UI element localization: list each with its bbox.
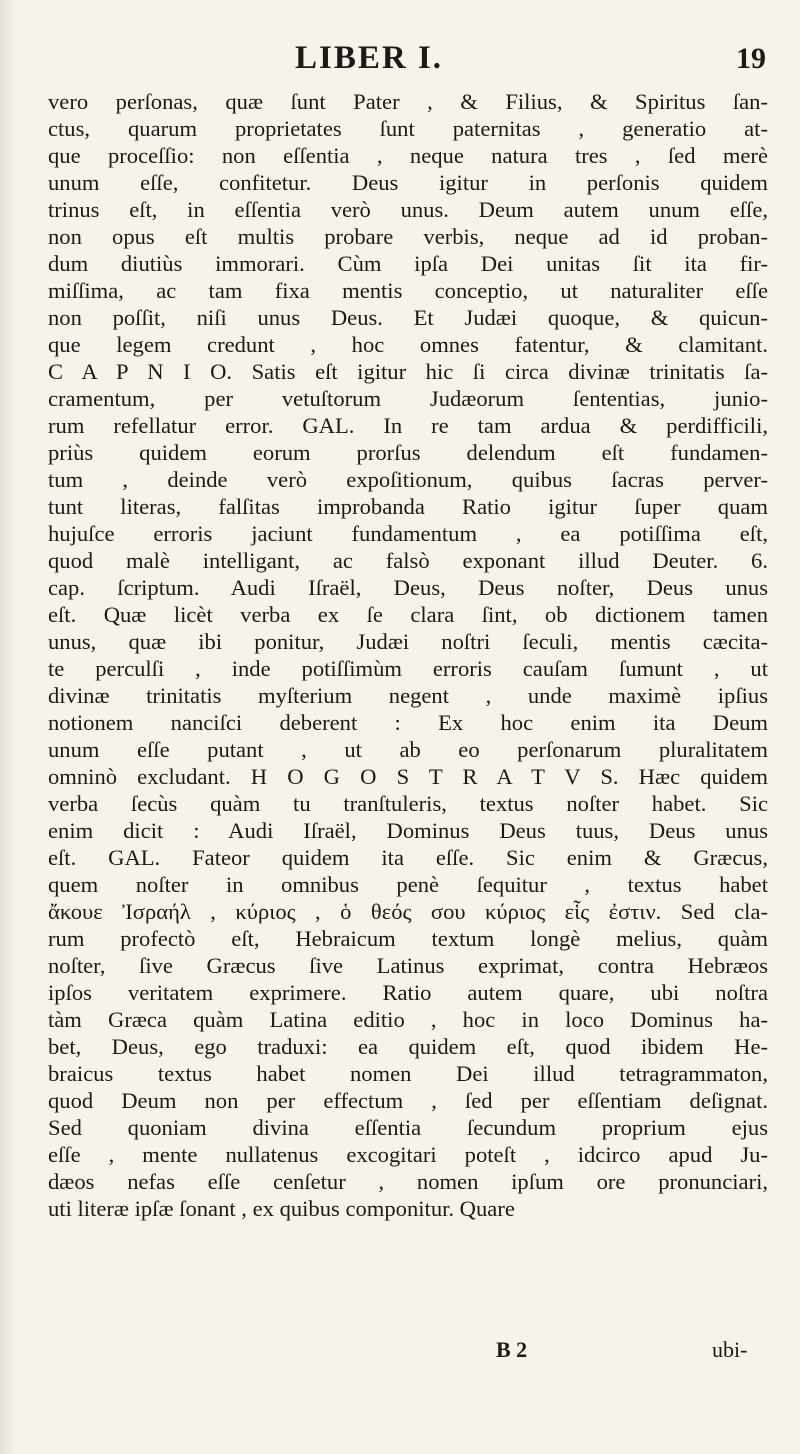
text-line: noſter, ſive Græcus ſive Latinus exprimat, contra Hebræos xyxy=(48,953,768,978)
text-line: quem noſter in omnibus penè ſequitur , textus habet xyxy=(48,872,768,897)
text-line: unus, quæ ibi ponitur, Judæi noſtri ſeculi, mentis cæcita- xyxy=(48,629,768,654)
page-gutter-shadow xyxy=(0,0,16,1454)
text-line: miſſima, ac tam fixa mentis conceptio, ut naturaliter eſſe xyxy=(48,278,768,303)
page-header xyxy=(0,40,800,90)
text-line: Sed quoniam divina eſſentia ſecundum proprium ejus xyxy=(48,1115,768,1140)
text-line: rum profectò eſt, Hebraicum textum longè melius, quàm xyxy=(48,926,768,951)
text-line: tàm Græca quàm Latina editio , hoc in loco Dominus ha- xyxy=(48,1007,768,1032)
signature-mark: B 2 xyxy=(496,1337,528,1362)
text-line: unum eſſe putant , ut ab eo perſonarum pluralitatem xyxy=(48,737,768,762)
text-line: non poſſit, niſi unus Deus. Et Judæi quoque, & quicun- xyxy=(48,305,768,330)
text-line: eſſe , mente nullatenus excogitari poteſt , idcirco apud Ju- xyxy=(48,1142,768,1167)
text-line: cap. ſcriptum. Audi Iſraël, Deus, Deus noſter, Deus unus xyxy=(48,575,768,600)
text-line: C A P N I O. Satis eſt igitur hic ſi circa divinæ trinitatis ſa- xyxy=(48,359,768,384)
text-line: vero perſonas, quæ ſunt Pater , & Filius, & Spiritus ſan- xyxy=(48,89,768,114)
text-line: dæos nefas eſſe cenſetur , nomen ipſum ore pronunciari, xyxy=(48,1169,768,1194)
text-line: quod Deum non per effectum , ſed per eſſentiam deſignat. xyxy=(48,1088,768,1113)
text-line: non opus eſt multis probare verbis, neque ad id proban- xyxy=(48,224,768,249)
text-line: te perculſi , inde potiſſimùm erroris cauſam ſumunt , ut xyxy=(48,656,768,681)
text-line: dum diutiùs immorari. Cùm ipſa Dei unitas ſit ita fir- xyxy=(48,251,768,276)
text-line: priùs quidem eorum prorſus delendum eſt fundamen- xyxy=(48,440,768,465)
text-line: notionem nanciſci deberent : Ex hoc enim ita Deum xyxy=(48,710,768,735)
text-line: unum eſſe, confitetur. Deus igitur in perſonis quidem xyxy=(48,170,768,195)
page-number: 19 xyxy=(736,42,766,75)
text-line: uti literæ ipſæ ſonant , ex quibus componitur. Quare xyxy=(48,1196,515,1221)
body-text xyxy=(48,88,768,1222)
text-line: tum , deinde verò expoſitionum, quibus ſacras perver- xyxy=(48,467,768,492)
text-line: que proceſſio: non eſſentia , neque natura tres , ſed merè xyxy=(48,143,768,168)
text-line: que legem credunt , hoc omnes fatentur, & clamitant. xyxy=(48,332,768,357)
text-line: hujuſce erroris jaciunt fundamentum , ea potiſſima eſt, xyxy=(48,521,768,546)
text-line: quod malè intelligant, ac falsò exponant illud Deuter. 6. xyxy=(48,548,768,573)
text-line: ipſos veritatem exprimere. Ratio autem quare, ubi noſtra xyxy=(48,980,768,1005)
text-line: enim dicit : Audi Iſraël, Dominus Deus tuus, Deus unus xyxy=(48,818,768,843)
text-line: ctus, quarum proprietates ſunt paternitas , generatio at- xyxy=(48,116,768,141)
text-line: eſt. Quæ licèt verba ex ſe clara ſint, ob dictionem tamen xyxy=(48,602,768,627)
running-head: LIBER I. xyxy=(295,40,444,76)
text-line: omninò excludant. H O G O S T R A T V S. Hæc quidem xyxy=(48,764,768,789)
catchword: ubi- xyxy=(712,1337,748,1362)
text-line: ἄκουε Ἰσραήλ , κύριος , ὁ θεός σου κύριος εἷς ἐστιν. Sed cla- xyxy=(48,899,768,924)
text-line: rum refellatur error. GAL. In re tam ardua & perdifficili, xyxy=(48,413,768,438)
text-line: cramentum, per vetuſtorum Judæorum ſententias, junio- xyxy=(48,386,768,411)
text-line: tunt literas, falſitas improbanda Ratio igitur ſuper quam xyxy=(48,494,768,519)
text-line: divinæ trinitatis myſterium negent , unde maximè ipſius xyxy=(48,683,768,708)
text-line: verba ſecùs quàm tu tranſtuleris, textus noſter habet. Sic xyxy=(48,791,768,816)
text-line: trinus eſt, in eſſentia verò unus. Deum autem unum eſſe, xyxy=(48,197,768,222)
text-line: bet, Deus, ego traduxi: ea quidem eſt, quod ibidem He- xyxy=(48,1034,768,1059)
text-line: eſt. GAL. Fateor quidem ita eſſe. Sic enim & Græcus, xyxy=(48,845,768,870)
text-line: braicus textus habet nomen Dei illud tetragrammaton, xyxy=(48,1061,768,1086)
